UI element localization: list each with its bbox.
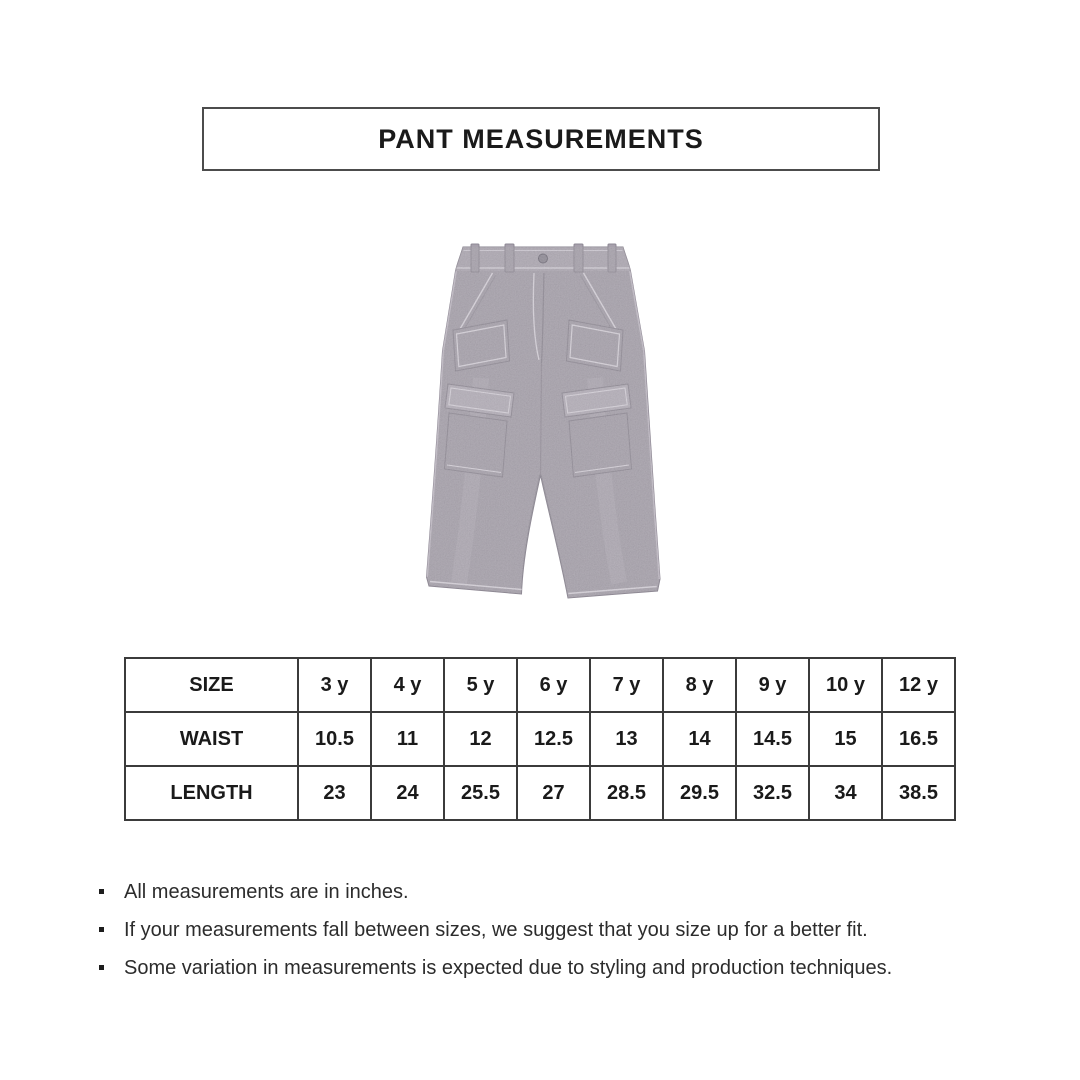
denim-texture bbox=[393, 233, 693, 628]
waist-value: 12 bbox=[444, 712, 517, 766]
pants-product-image bbox=[393, 233, 693, 628]
row-header-waist: WAIST bbox=[125, 712, 298, 766]
pants-graphic bbox=[393, 233, 693, 628]
row-header-length: LENGTH bbox=[125, 766, 298, 820]
title-box bbox=[202, 107, 880, 171]
size-col-label: 8 y bbox=[663, 658, 736, 712]
waist-value: 12.5 bbox=[517, 712, 590, 766]
page-title: PANT MEASUREMENTS bbox=[378, 123, 704, 154]
length-value: 28.5 bbox=[590, 766, 663, 820]
waist-value: 13 bbox=[590, 712, 663, 766]
size-col-label: 10 y bbox=[809, 658, 882, 712]
table-row-size bbox=[125, 658, 955, 712]
length-value: 34 bbox=[809, 766, 882, 820]
notes-list bbox=[96, 880, 892, 994]
length-value: 29.5 bbox=[663, 766, 736, 820]
size-col-label: 12 y bbox=[882, 658, 955, 712]
size-col-label: 6 y bbox=[517, 658, 590, 712]
size-chart-table bbox=[124, 657, 956, 821]
note-item: If your measurements fall between sizes, we suggest that you size up for a better fit. bbox=[96, 918, 892, 942]
waist-value: 11 bbox=[371, 712, 444, 766]
note-item: All measurements are in inches. bbox=[96, 880, 892, 904]
table-row-length bbox=[125, 766, 955, 820]
size-col-label: 7 y bbox=[590, 658, 663, 712]
length-value: 24 bbox=[371, 766, 444, 820]
row-header-size: SIZE bbox=[125, 658, 298, 712]
length-value: 38.5 bbox=[882, 766, 955, 820]
table-row-waist bbox=[125, 712, 955, 766]
length-value: 27 bbox=[517, 766, 590, 820]
size-col-label: 3 y bbox=[298, 658, 371, 712]
note-item: Some variation in measurements is expected due to styling and production techniques. bbox=[96, 956, 892, 980]
length-value: 32.5 bbox=[736, 766, 809, 820]
waist-value: 15 bbox=[809, 712, 882, 766]
waist-value: 14 bbox=[663, 712, 736, 766]
length-value: 23 bbox=[298, 766, 371, 820]
size-col-label: 9 y bbox=[736, 658, 809, 712]
waist-value: 14.5 bbox=[736, 712, 809, 766]
waist-value: 10.5 bbox=[298, 712, 371, 766]
length-value: 25.5 bbox=[444, 766, 517, 820]
size-col-label: 5 y bbox=[444, 658, 517, 712]
size-col-label: 4 y bbox=[371, 658, 444, 712]
waist-value: 16.5 bbox=[882, 712, 955, 766]
